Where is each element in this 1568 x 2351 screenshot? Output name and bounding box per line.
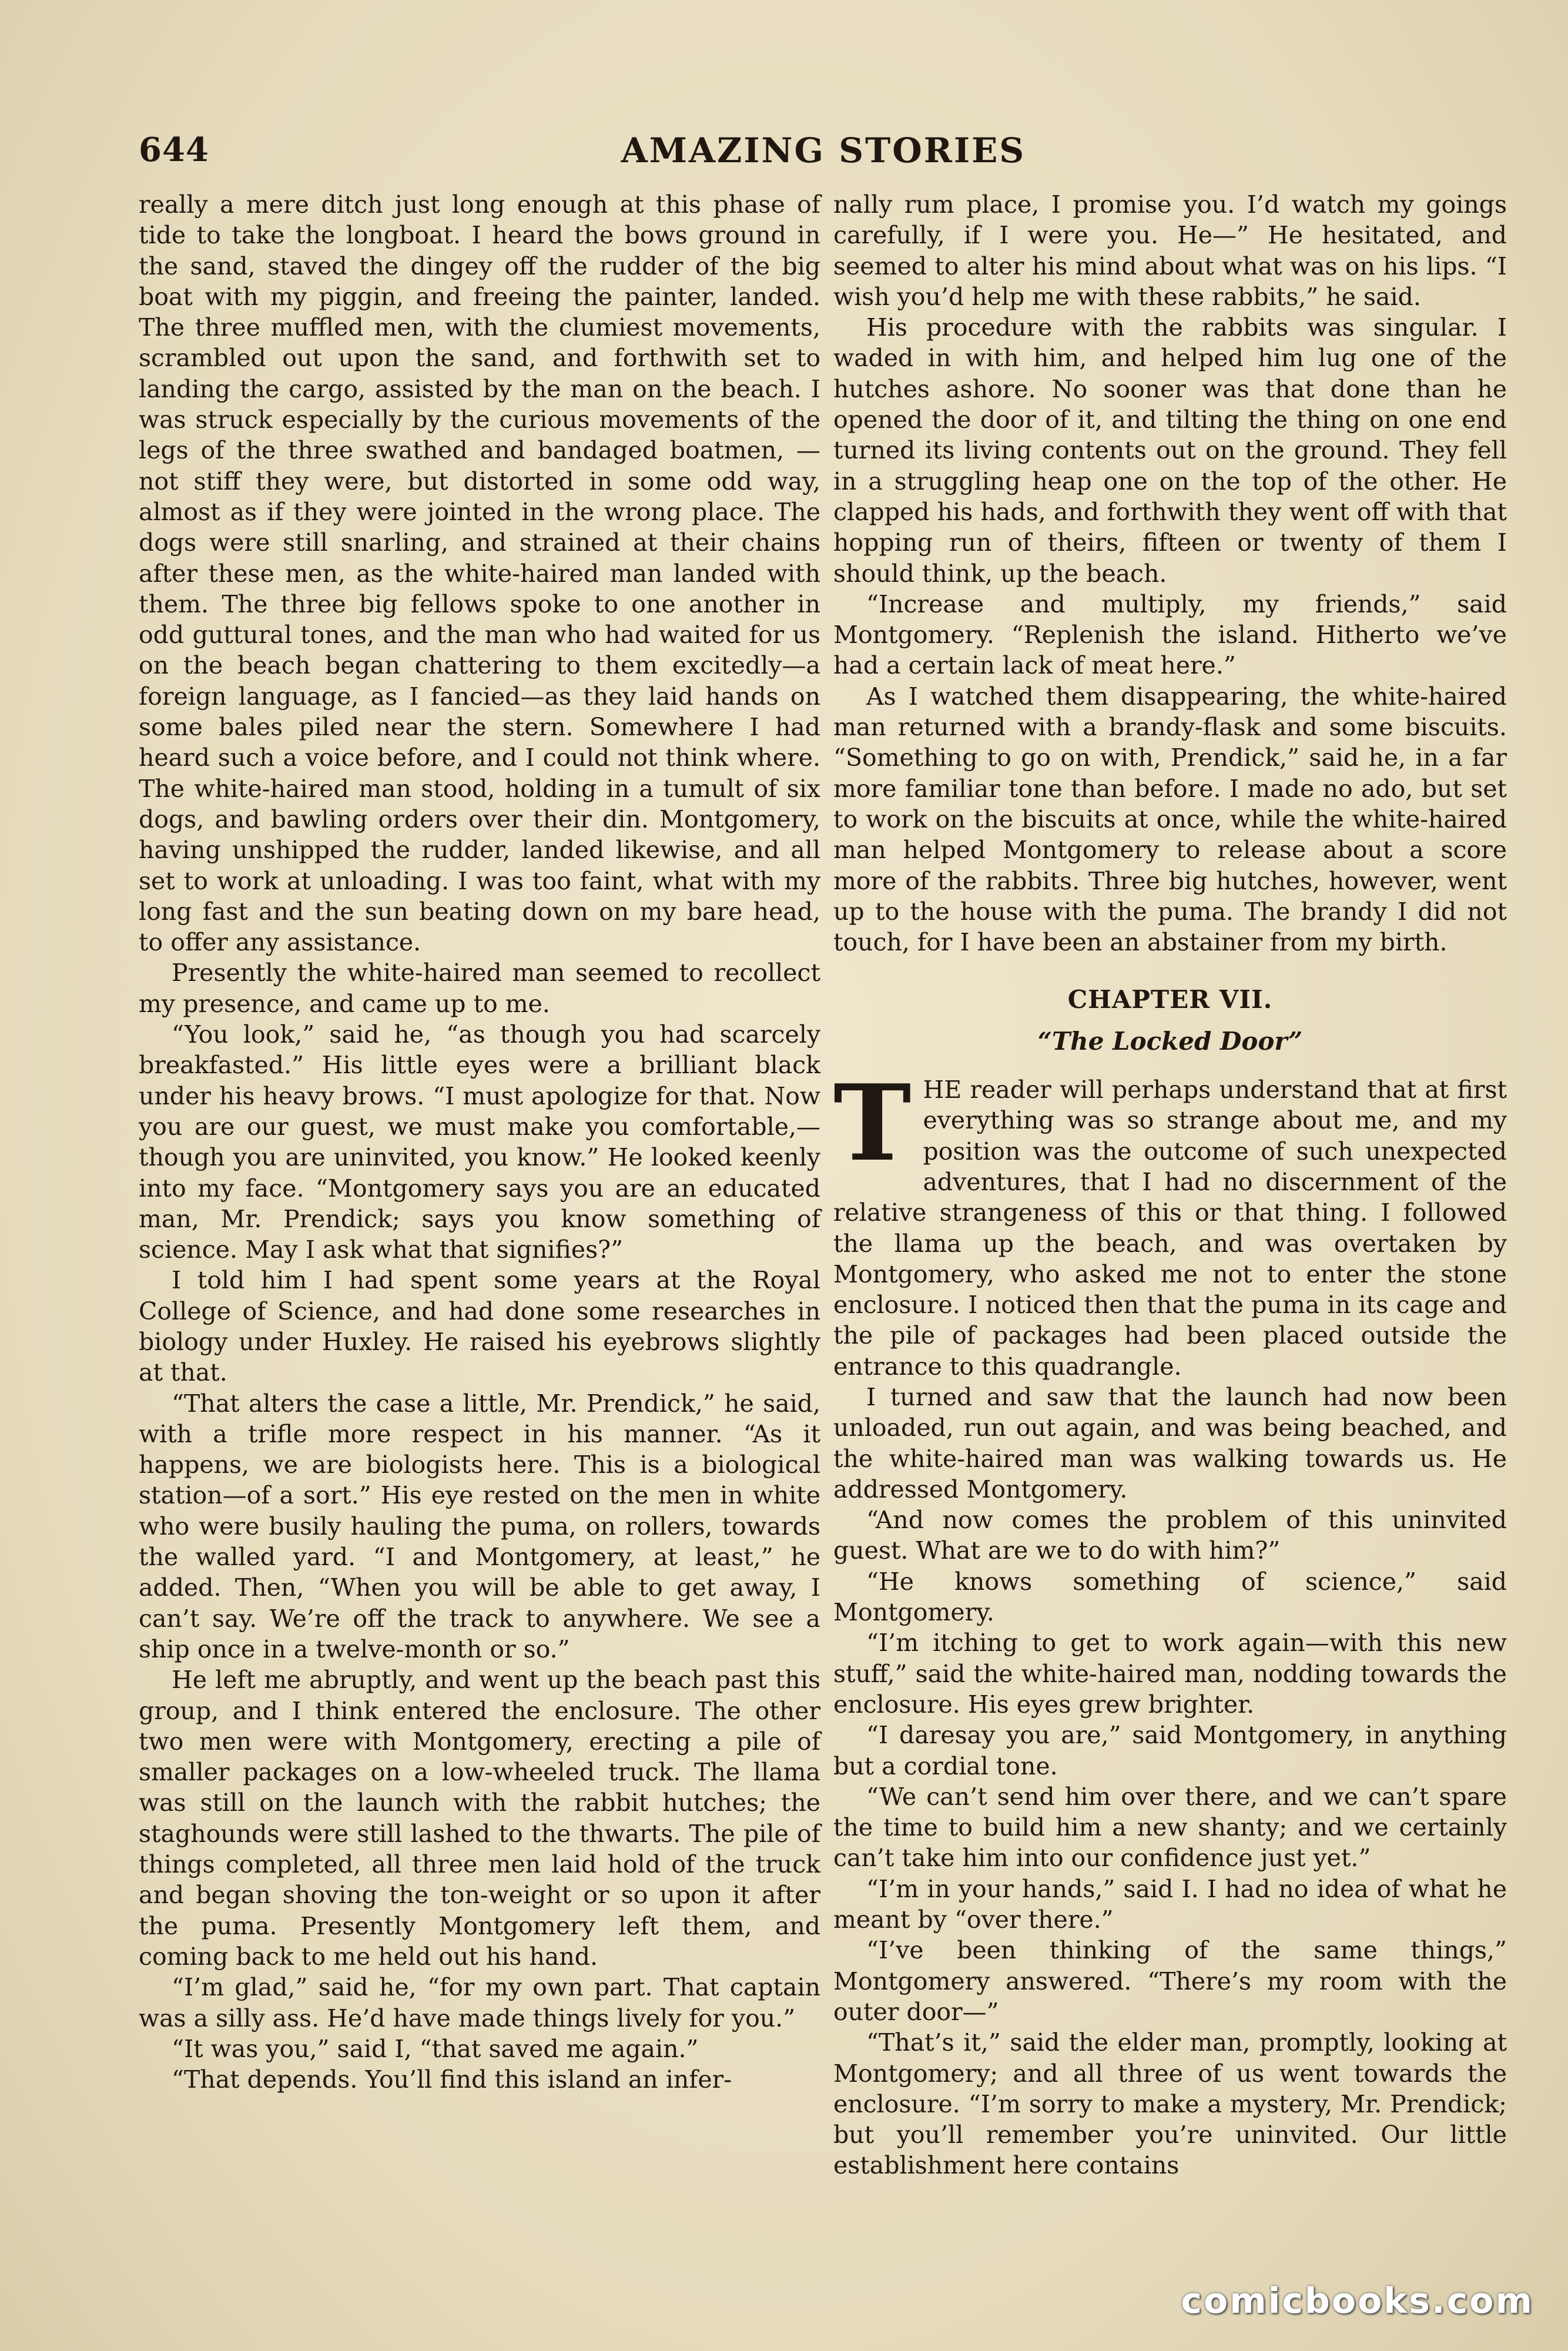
paragraph: “You look,” said he, “as though you had scarcely breakfasted.” His little eyes were a brilliant black under his heavy brows. “I must apologize for that. Now you are our guest, we must make you comfortable,—though you are uninvited, you know.” He looked keenly into my face. “Montgomery says you are an educated man, Mr. Prendick; says you know something of science. May I ask what that signifies?” [139, 1020, 820, 1264]
paragraph: “We can’t send him over there, and we can’t spare the time to build him a new shanty; and we certainly can’t take him into our confidence just yet.” [833, 1782, 1507, 1873]
left-column [139, 189, 820, 2095]
paragraph: “I’m itching to get to work again—with this new stuff,” said the white-haired man, nodding towards the enclosure. His eyes grew brighter. [833, 1629, 1507, 1719]
paragraph: “It was you,” said I, “that saved me again.” [172, 2034, 699, 2063]
paragraph: I told him I had spent some years at the Royal College of Science, and had done some researches in biology under Huxley. He raised his eyebrows slightly at that. [139, 1266, 820, 1387]
paragraph: I turned and saw that the launch had now been unloaded, run out again, and was being beached, and the white-haired man was walking towards us. He addressed Montgomery. [833, 1382, 1507, 1503]
paragraph: “That’s it,” said the elder man, promptly, looking at Montgomery; and all three of us went towards the enclosure. “I’m sorry to make a mystery, Mr. Prendick; but you’ll remember you’re uninvited. Our little establishment here contains [833, 2028, 1507, 2180]
paragraph-text: HE reader will perhaps understand that at first everything was so strange about me, and my position was the outcome of such unexpected adventures, that I had no discernment of the relative strangeness of this or that thing. I followed the llama up the beach, and was overtaken by Montgomery, who asked me not to enter the stone enclosure. I noticed then that the puma in its cage and the pile of packages had been placed outside the entrance to this quadrangle. [833, 1076, 1507, 1381]
right-column [833, 189, 1507, 2181]
chapter-title: “The Locked Door” [1037, 1026, 1303, 1056]
paragraph: “Increase and multiply, my friends,” said Montgomery. “Replenish the island. Hitherto we’ve had a certain lack of meat here.” [833, 590, 1507, 680]
paragraph: “That depends. You’ll find this island an infer- [172, 2065, 732, 2094]
paragraph: “And now comes the problem of this uninvited guest. What are we to do with him?” [833, 1506, 1507, 1565]
paragraph: “I’m in your hands,” said I. I had no idea of what he meant by “over there.” [833, 1874, 1507, 1934]
page-header [139, 130, 1508, 183]
chapter-first-paragraph [833, 1061, 1507, 1382]
paragraph: As I watched them disappearing, the white-haired man returned with a brandy-flask and some biscuits. “Something to go on with, Prendick,” said he, in a far more familiar tone than before. I made no ado, but set to work on the biscuits at once, while the white-haired man helped Montgomery to release about a score more of the rabbits. Three big hutches, however, went up to the house with the puma. The brandy I did not touch, for I have been an abstainer from my birth. [833, 682, 1507, 957]
paragraph: His procedure with the rabbits was singular. I waded in with him, and helped him lug one of the hutches ashore. No sooner was that done than he opened the door of it, and tilting the thing on one end turned its living contents out on the ground. They fell in a struggling heap one on the top of the other. He clapped his hads, and forthwith they went off with that hopping run of theirs, fifteen or twenty of them I should think, up the beach. [833, 313, 1507, 588]
paragraph: He left me abruptly, and went up the beach past this group, and I think entered the enclosure. The other two men were with Montgomery, erecting a pile of smaller packages on a low-wheeled truck. The llama was still on the launch with the rabbit hutches; the staghounds were still lashed to the thwarts. The pile of things completed, all three men laid hold of the truck and began shoving the ton-weight or so upon it after the puma. Presently Montgomery left them, and coming back to me held out his hand. [139, 1666, 820, 1971]
paragraph: “That alters the case a little, Mr. Prendick,” he said, with a trifle more respect in his manner. “As it happens, we are biologists here. This is a biological station—of a sort.” His eye rested on the men in white who were busily hauling the puma, on rollers, towards the walled yard. “I and Montgomery, at least,” he added. Then, “When you will be able to get away, I can’t say. We’re off the track to anywhere. We see a ship once in a twelve-month or so.” [139, 1389, 820, 1663]
magazine-title: AMAZING STORIES [621, 130, 1026, 170]
drop-cap: T [833, 1061, 912, 1185]
paragraph: Presently the white-haired man seemed to recollect my presence, and came up to me. [139, 959, 820, 1018]
paragraph: really a mere ditch just long enough at this phase of tide to take the longboat. I heard the bows ground in the sand, staved the dingey off the rudder of the big boat with my piggin, and freeing the painter, landed. The three muffled men, with the clumiest movements, scrambled out upon the sand, and forthwith set to landing the cargo, assisted by the man on the beach. I was struck especially by the curious movements of the legs of the three swathed and bandaged boatmen, — not stiff they were, but distorted in some odd way, almost as if they were jointed in the wrong place. The dogs were still snarling, and strained at their chains after these men, as the white-haired man landed with them. The three big fellows spoke to one another in odd guttural tones, and the man who had waited for us on the beach began chattering to them excitedly—a foreign language, as I fancied—as they laid hands on some bales piled near the stern. Somewhere I had heard such a voice before, and I could not think where. The white-haired man stood, holding in a tumult of six dogs, and bawling orders over their din. Montgomery, having unshipped the rudder, landed likewise, and all set to work at unloading. I was too faint, what with my long fast and the sun beating down on my bare head, to offer any assistance. [139, 190, 820, 957]
paragraph: “I daresay you are,” said Montgomery, in anything but a cordial tone. [833, 1721, 1507, 1780]
site-watermark: comicbooks.com [1181, 2280, 1534, 2322]
paragraph: “I’ve been thinking of the same things,” Montgomery answered. “There’s my room with the outer door—” [833, 1936, 1507, 2026]
page-number: 644 [139, 130, 209, 169]
paragraph: “He knows something of science,” said Montgomery. [833, 1567, 1507, 1627]
chapter-heading: CHAPTER VII. [1067, 985, 1273, 1014]
paragraph: nally rum place, I promise you. I’d watch my goings carefully, if I were you. He—” He hesitated, and seemed to alter his mind about what was on his lips. “I wish you’d help me with these rabbits,” he said. [833, 190, 1507, 311]
paragraph: “I’m glad,” said he, “for my own part. That captain was a silly ass. He’d have made things lively for you.” [139, 1973, 820, 2032]
